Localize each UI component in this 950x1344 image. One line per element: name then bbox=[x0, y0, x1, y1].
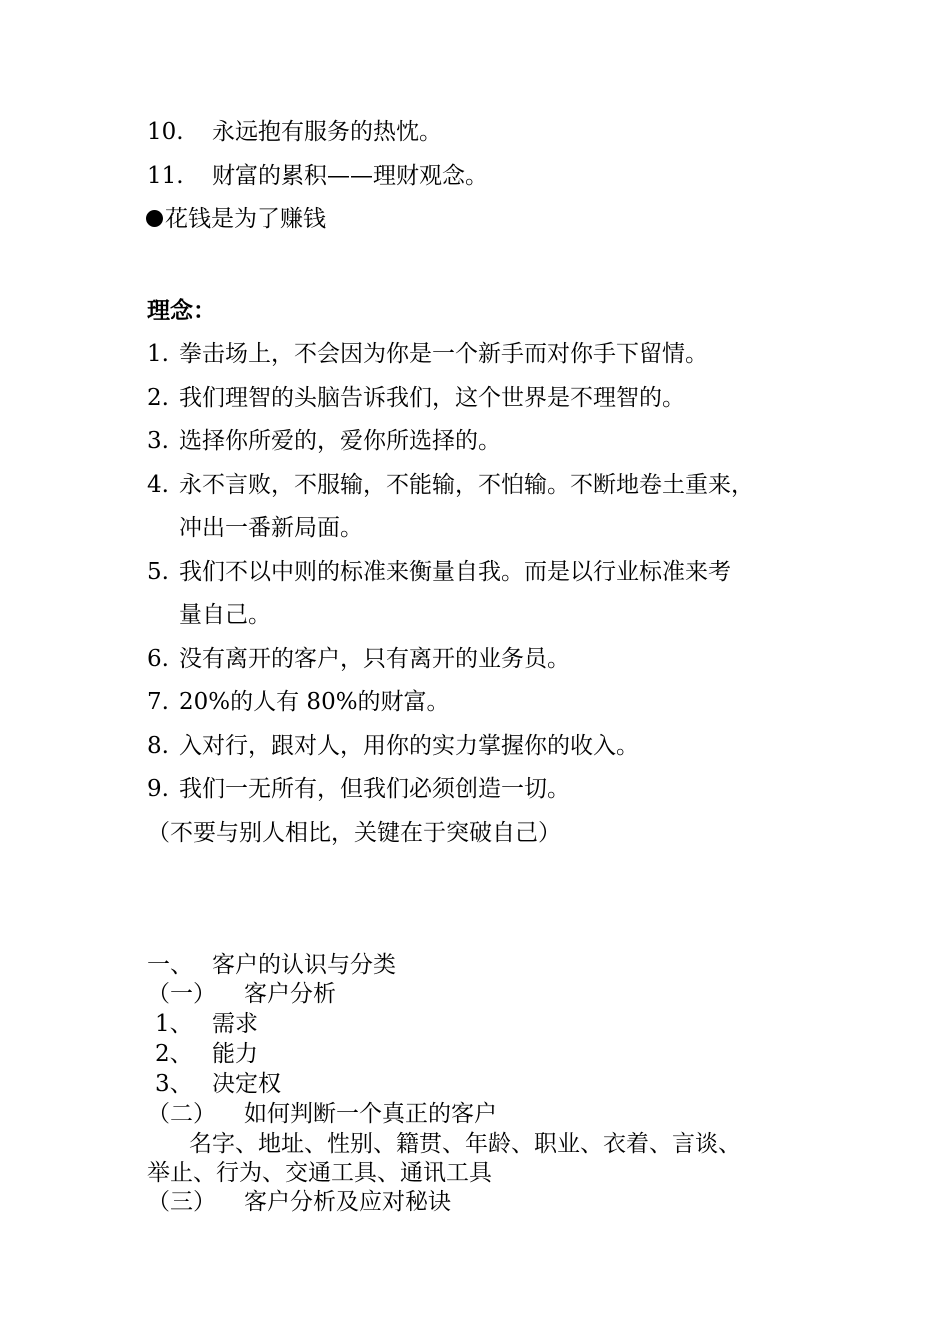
item-number: 1、 bbox=[155, 1011, 193, 1037]
item-text: 永远抱有服务的热忱。 bbox=[212, 119, 442, 145]
section-heading bbox=[147, 950, 396, 980]
item-text: 我们一无所有，但我们必须创造一切。 bbox=[179, 776, 570, 802]
subsection-heading bbox=[147, 1187, 451, 1217]
list-item bbox=[147, 161, 488, 191]
item-text: 选择你所爱的，爱你所选择的。 bbox=[179, 428, 501, 454]
paragraph-line: 举止、行为、交通工具、通讯工具 bbox=[147, 1160, 492, 1186]
list-item bbox=[155, 1039, 258, 1069]
item-text: 我们理智的头脑告诉我们，这个世界是不理智的。 bbox=[179, 385, 685, 411]
list-item bbox=[147, 644, 570, 674]
list-item bbox=[147, 557, 731, 587]
item-text: 我们不以中则的标准来衡量自我。而是以行业标准来考 bbox=[179, 559, 731, 585]
list-item bbox=[147, 687, 450, 717]
item-number: 1. bbox=[147, 341, 169, 367]
subsection-heading bbox=[147, 979, 336, 1009]
philosophy-heading: 理念： bbox=[147, 297, 216, 324]
item-number: 4. bbox=[147, 472, 169, 498]
item-text: 20%的人有 80%的财富。 bbox=[179, 689, 450, 715]
item-text: 需求 bbox=[212, 1011, 258, 1037]
item-number: 2. bbox=[147, 385, 169, 411]
item-number: 7. bbox=[147, 689, 169, 715]
list-item bbox=[147, 117, 442, 147]
subsection-title: 客户分析及应对秘诀 bbox=[244, 1189, 451, 1215]
list-item bbox=[147, 470, 754, 500]
bullet-item bbox=[146, 204, 326, 234]
item-text: 入对行，跟对人，用你的实力掌握你的收入。 bbox=[179, 733, 639, 759]
item-text: 拳击场上，不会因为你是一个新手而对你手下留情。 bbox=[179, 341, 708, 367]
subsection-number: （三） bbox=[147, 1189, 216, 1215]
subsection-title: 客户分析 bbox=[244, 981, 336, 1007]
item-number: 3、 bbox=[155, 1071, 193, 1097]
item-number: 2、 bbox=[155, 1041, 193, 1067]
item-number: 3. bbox=[147, 428, 169, 454]
item-text: 财富的累积——理财观念。 bbox=[212, 163, 488, 189]
list-item bbox=[147, 426, 501, 456]
list-item bbox=[147, 339, 708, 369]
subsection-title: 如何判断一个真正的客户 bbox=[244, 1101, 497, 1127]
item-number: 8. bbox=[147, 733, 169, 759]
subsection-number: （二） bbox=[147, 1101, 216, 1127]
bullet-text: 花钱是为了赚钱 bbox=[165, 206, 326, 232]
list-item bbox=[147, 383, 685, 413]
philosophy-note: （不要与别人相比，关键在于突破自己） bbox=[147, 820, 561, 846]
item-number: 9. bbox=[147, 776, 169, 802]
item-number: 11. bbox=[147, 163, 184, 189]
subsection-number: （一） bbox=[147, 981, 216, 1007]
list-item bbox=[155, 1009, 258, 1039]
paragraph-line: 名字、地址、性别、籍贯、年龄、职业、衣着、言谈、 bbox=[189, 1131, 741, 1157]
bullet-icon bbox=[146, 210, 163, 227]
list-item-continuation: 冲出一番新局面。 bbox=[179, 515, 363, 541]
item-number: 10. bbox=[147, 119, 184, 145]
list-item-continuation: 量自己。 bbox=[179, 602, 271, 628]
item-text: 能力 bbox=[212, 1041, 258, 1067]
item-text: 永不言败，不服输，不能输，不怕输。不断地卷土重来， bbox=[179, 472, 754, 498]
item-number: 6. bbox=[147, 646, 169, 672]
list-item bbox=[155, 1069, 281, 1099]
section-number: 一、 bbox=[147, 952, 193, 978]
item-number: 5. bbox=[147, 559, 169, 585]
section-title: 客户的认识与分类 bbox=[212, 952, 396, 978]
item-text: 没有离开的客户，只有离开的业务员。 bbox=[179, 646, 570, 672]
list-item bbox=[147, 731, 639, 761]
list-item bbox=[147, 774, 570, 804]
item-text: 决定权 bbox=[212, 1071, 281, 1097]
subsection-heading bbox=[147, 1099, 497, 1129]
